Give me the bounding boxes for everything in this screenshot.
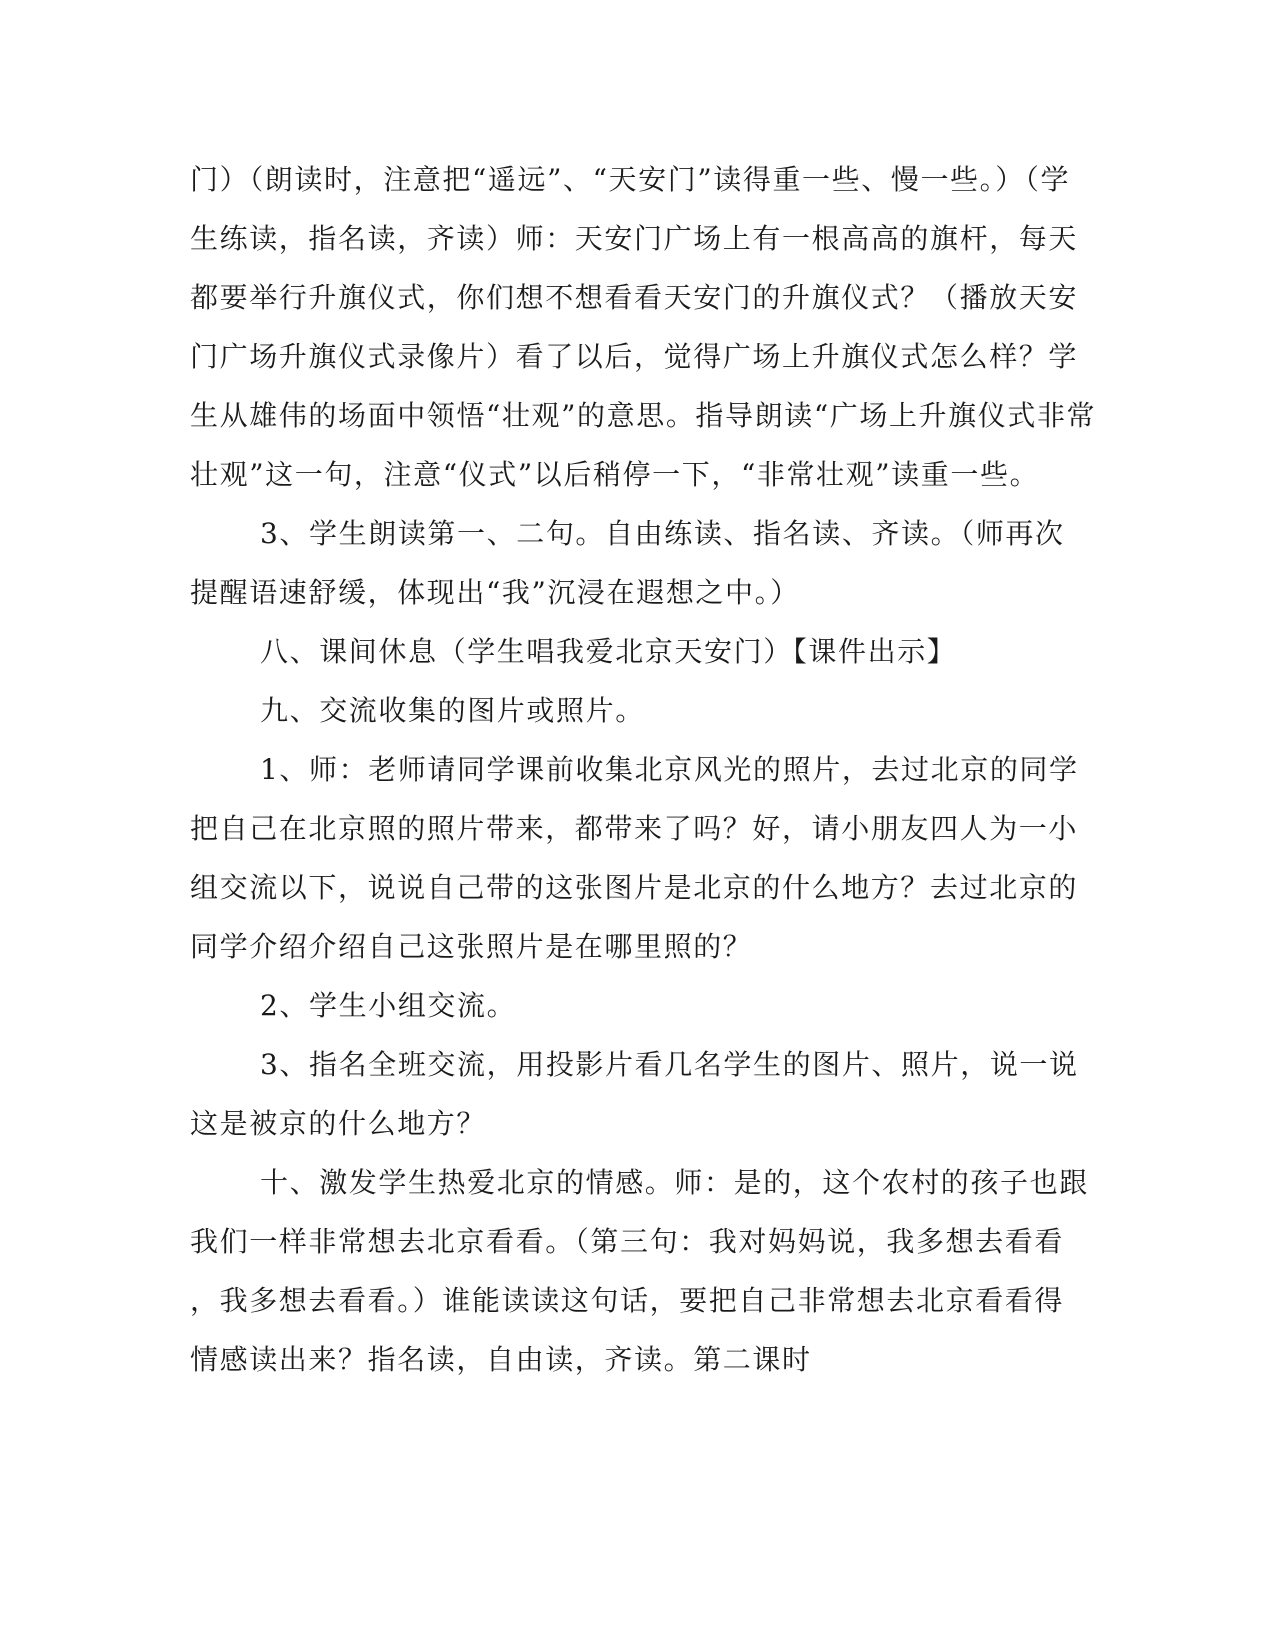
text-line: 组交流以下，说说自己带的这张图片是北京的什么地方？去过北京的 [190,871,1079,904]
text-line: 2、学生小组交流。 [260,989,517,1022]
text-line: 3、指名全班交流，用投影片看几名学生的图片、照片，说一说 [260,1048,1079,1081]
text-line: 把自己在北京照的照片带来，都带来了吗？好，请小朋友四人为一小 [190,812,1079,845]
text-line: 生练读，指名读，齐读）师：天安门广场上有一根高高的旗杆，每天 [190,222,1079,255]
section-heading: 九、交流收集的图片或照片。 [260,694,645,727]
text-line: 这是被京的什么地方？ [190,1107,487,1140]
text-line: 门）（朗读时，注意把“遥远”、“天安门”读得重一些、慢一些。）（学 [190,163,1071,196]
text-line: 同学介绍介绍自己这张照片是在哪里照的？ [190,930,753,963]
text-line: 生从雄伟的场面中领悟“壮观”的意思。指导朗读“广场上升旗仪式非常 [190,399,1097,432]
text-line: ，我多想去看看。）谁能读读这句话，要把自己非常想去北京看看得 [190,1284,1065,1317]
text-line: 3、学生朗读第一、二句。自由练读、指名读、齐读。（师再次 [260,517,1065,550]
text-line: 我们一样非常想去北京看看。（第三句：我对妈妈说，我多想去看看 [190,1225,1065,1258]
section-heading: 八、课间休息（学生唱我爱北京天安门）【课件出示】 [260,635,957,668]
text-line: 情感读出来？指名读，自由读，齐读。第二课时 [190,1343,812,1376]
text-line: 1、师：老师请同学课前收集北京风光的照片，去过北京的同学 [260,753,1079,786]
text-line: 都要举行升旗仪式，你们想不想看看天安门的升旗仪式？（播放天安 [190,281,1079,314]
text-line: 壮观”这一句，注意“仪式”以后稍停一下，“非常壮观”读重一些。 [190,458,1040,491]
text-line: 门广场升旗仪式录像片）看了以后，觉得广场上升旗仪式怎么样？学 [190,340,1079,373]
text-line: 提醒语速舒缓，体现出“我”沉浸在遐想之中。） [190,576,800,609]
section-heading: 十、激发学生热爱北京的情感。师：是的，这个农村的孩子也跟 [260,1166,1089,1199]
